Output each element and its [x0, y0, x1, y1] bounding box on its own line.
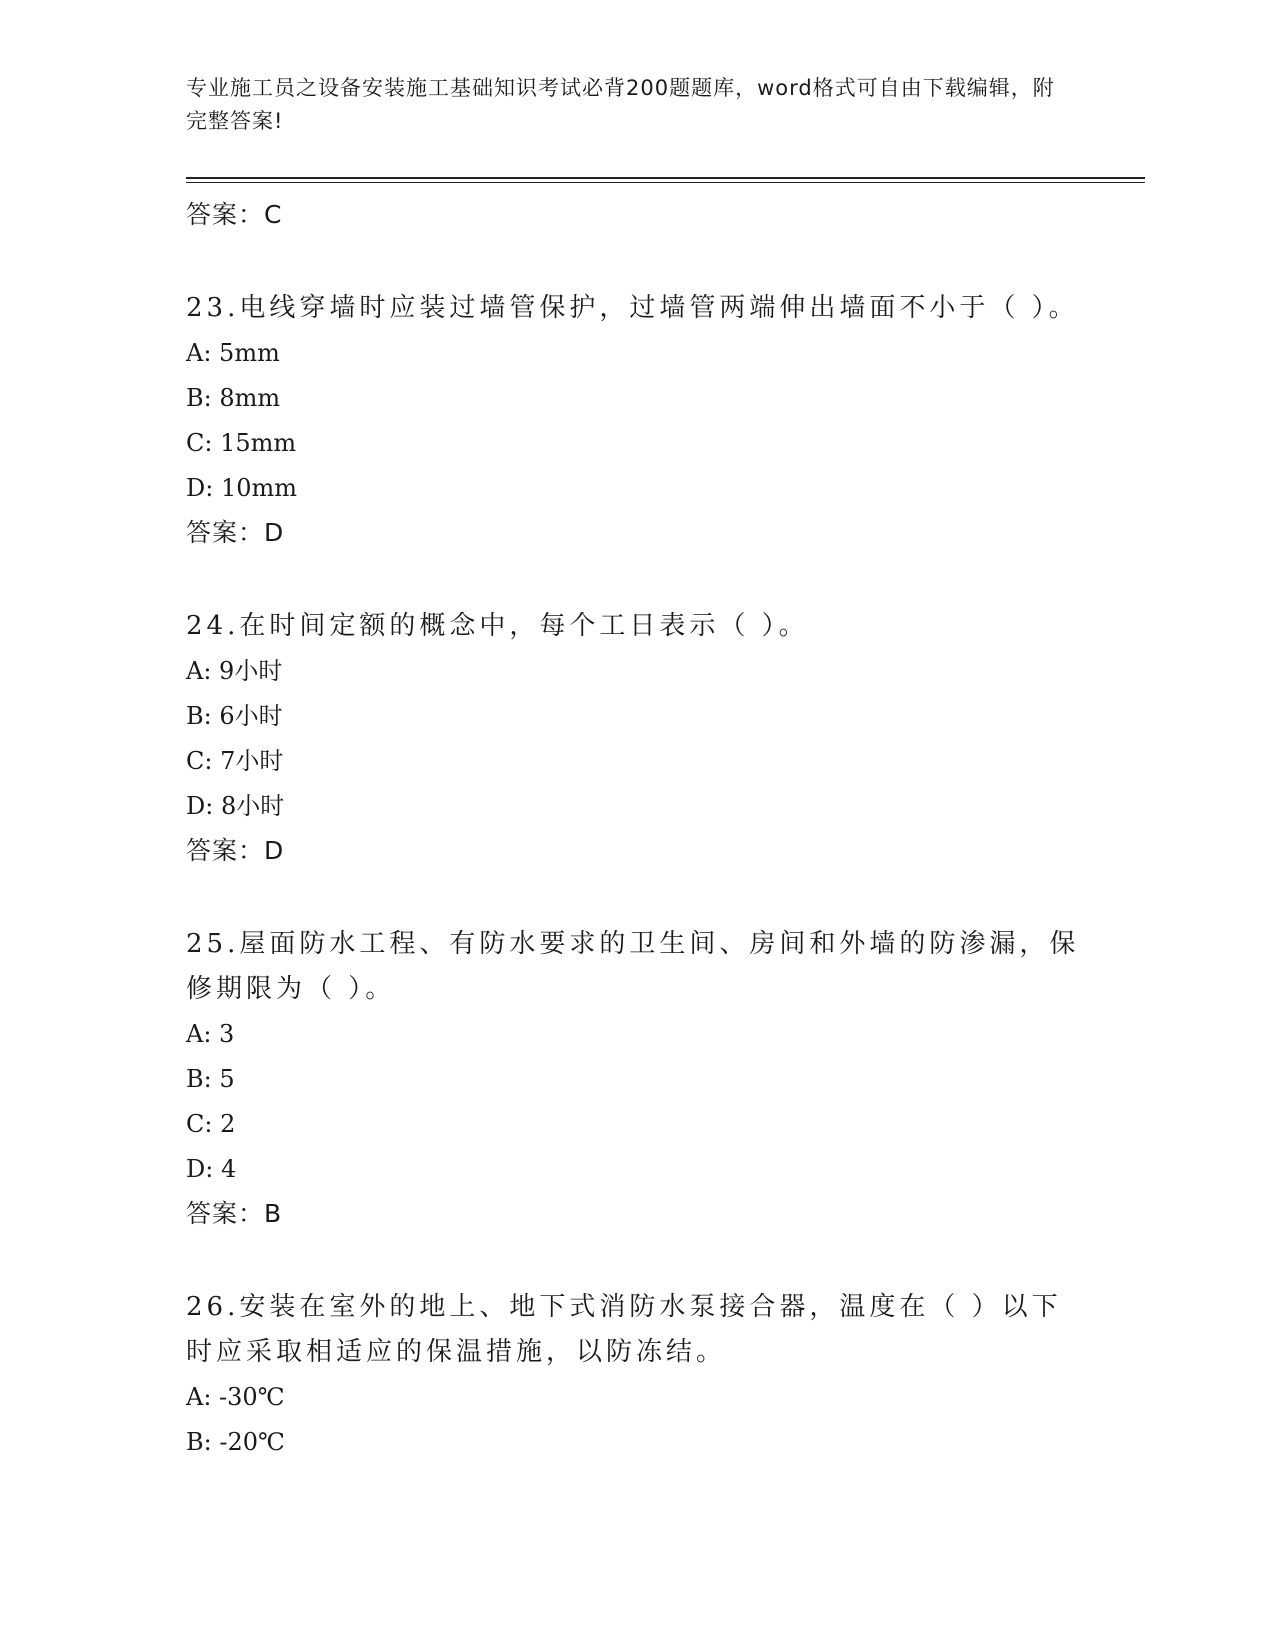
option-b: B: 5 [186, 1065, 235, 1093]
answer: 答案：D [186, 836, 285, 865]
question-list [186, 193, 1086, 1465]
option-c: C: 7小时 [186, 747, 284, 775]
option-b: B: 6小时 [186, 702, 283, 730]
question-text: 25.屋面防水工程、有防水要求的卫生间、房间和外墙的防渗漏，保修期限为（ ）。 [186, 929, 1080, 1004]
question-26 [186, 1285, 1086, 1465]
option-a: A: 3 [186, 1020, 235, 1048]
answer-previous: 答案：C [186, 200, 283, 229]
option-c: C: 15mm [186, 429, 297, 457]
document-header: 专业施工员之设备安装施工基础知识考试必背200题题库，word格式可自由下载编辑，附完整答案! [186, 76, 1055, 133]
question-text: 24.在时间定额的概念中，每个工日表示（ ）。 [186, 611, 809, 641]
answer: 答案：D [186, 518, 285, 547]
option-d: D: 10mm [186, 474, 298, 502]
question-text: 26.安装在室外的地上、地下式消防水泵接合器，温度在（ ）以下时应采取相适应的保温措施，以防冻结。 [186, 1292, 1062, 1367]
option-b: B: -20℃ [186, 1428, 285, 1456]
question-24 [186, 604, 1086, 873]
option-b: B: 8mm [186, 384, 281, 412]
question-25 [186, 922, 1086, 1236]
option-a: A: -30℃ [186, 1383, 285, 1411]
answer: 答案：B [186, 1199, 283, 1228]
header-divider-thick [186, 177, 1145, 179]
header-divider-thin [186, 182, 1145, 183]
option-a: A: 5mm [186, 339, 280, 367]
question-23 [186, 286, 1086, 555]
option-a: A: 9小时 [186, 657, 283, 685]
option-d: D: 4 [186, 1155, 237, 1183]
option-c: C: 2 [186, 1110, 236, 1138]
option-d: D: 8小时 [186, 792, 285, 820]
question-text: 23.电线穿墙时应装过墙管保护，过墙管两端伸出墙面不小于（ ）。 [186, 293, 1079, 323]
